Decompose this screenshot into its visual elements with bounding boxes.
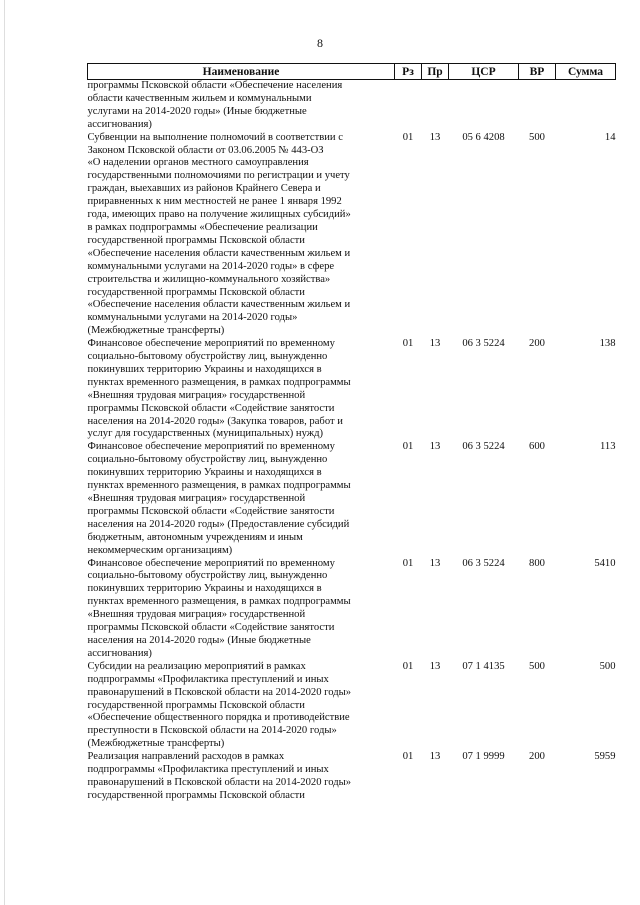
row-sum: 113 <box>600 441 616 453</box>
table-row <box>88 751 616 803</box>
row-csr: 06 3 5224 <box>462 441 505 453</box>
row-rz: 01 <box>402 131 414 143</box>
row-vr: 500 <box>529 131 545 143</box>
row-sum: 14 <box>604 131 616 143</box>
row-sum: 5959 <box>594 751 616 763</box>
row-rz: 01 <box>402 338 414 350</box>
row-vr: 200 <box>529 751 545 763</box>
row-pr <box>422 80 449 132</box>
row-csr: 07 1 4135 <box>462 660 505 672</box>
row-name: программы Псковской области «Обеспечение населения области качественным жильем и коммунальными услугами на 2014-2020 годы» (Иные бюджетные ассигнования) <box>87 80 343 130</box>
row-name: Финансовое обеспечение мероприятий по временному социально-бытовому обустройству лиц, вынужденно покинувших территорию Украины и находящихся в пунктах временного размещения, в рамках подпрограммы «Внешняя трудовая миграция» государственной программы Псковской области «Содействие занятости населения на 2014-2020 годы» (Иные бюджетные ассигнования) <box>87 557 351 659</box>
row-rz: 01 <box>402 751 414 763</box>
header-vr: ВР <box>519 64 556 80</box>
budget-table <box>87 63 616 803</box>
header-csr: ЦСР <box>449 64 519 80</box>
row-pr: 13 <box>429 751 441 763</box>
row-sum: 138 <box>599 338 616 350</box>
row-name: Реализация направлений расходов в рамках подпрограммы «Профилактика преступлений и иных правонарушений в Псковской области на 2014-2020 годы» государственной программы Псковской области <box>87 751 352 801</box>
row-sum: 5410 <box>594 557 616 569</box>
row-rz: 01 <box>402 557 414 569</box>
row-rz <box>395 80 422 132</box>
header-sum: Сумма <box>556 64 616 80</box>
page-number: 8 <box>317 36 323 50</box>
row-rz: 01 <box>402 441 414 453</box>
row-rz: 01 <box>402 660 414 672</box>
row-name: Финансовое обеспечение мероприятий по временному социально-бытовому обустройству лиц, вынужденно покинувших территорию Украины и находящихся в пунктах временного размещения, в рамках подпрограммы «Внешняя трудовая миграция» государственной программы Псковской области «Содействие занятости населения на 2014-2020 годы» (Предоставление субсидий бюджетным, автономным учреждениям и иным некоммерческим организациям) <box>87 441 351 556</box>
table-row <box>88 441 616 557</box>
row-sum <box>556 80 616 132</box>
row-csr <box>449 80 519 132</box>
table-row <box>88 132 616 339</box>
row-name: Субсидии на реализацию мероприятий в рамках подпрограммы «Профилактика преступлений и иных правонарушений в Псковской области на 2014-2020 годы» государственной программы Псковской области «Обеспечение общественного порядка и противодействие преступности в Псковской области на 2014-2020 годы» (Межбюджетные трансферты) <box>87 660 352 750</box>
row-csr: 06 3 5224 <box>462 338 505 350</box>
table-row <box>88 558 616 661</box>
row-name: Финансовое обеспечение мероприятий по временному социально-бытовому обустройству лиц, вынужденно покинувших территорию Украины и находящихся в пунктах временного размещения, в рамках подпрограммы «Внешняя трудовая миграция» государственной программы Псковской области «Содействие занятости населения на 2014-2020 годы» (Закупка товаров, работ и услуг для государственных (муниципальных) нужд) <box>87 338 351 440</box>
row-pr: 13 <box>429 131 441 143</box>
header-rz: Рз <box>395 64 422 80</box>
table-row <box>88 661 616 751</box>
row-name: Субвенции на выполнение полномочий в соответствии с Законом Псковской области от 03.06.2005 № 443-ОЗ «О наделении органов местного самоуправления государственными полномочиями по регистрации и учету граждан, выехавших из районов Крайнего Севера и приравненных к ним местностей не ранее 1 января 1992 года, имеющих право на получение жилищных субсидий» в рамках подпрограммы «Обеспечение реализации государственной программы Псковской области «Обеспечение населения области качественным жильем и коммунальными услугами на 2014-2020 годы» в сфере строительства и жилищно-коммунального хозяйства» государственной программы Псковской области «Обеспечение населения области качественным жильем и коммунальными услугами на 2014-2020 годы» (Межбюджетные трансферты) <box>87 131 351 337</box>
row-csr: 05 6 4208 <box>462 131 505 143</box>
row-pr: 13 <box>429 557 441 569</box>
table-row <box>88 338 616 441</box>
scan-edge <box>4 0 5 905</box>
row-vr: 500 <box>529 660 545 672</box>
row-vr: 200 <box>529 338 545 350</box>
row-pr: 13 <box>429 660 441 672</box>
row-vr <box>519 80 556 132</box>
table-header-row <box>88 64 616 80</box>
row-pr: 13 <box>429 338 441 350</box>
row-vr: 600 <box>529 441 545 453</box>
row-sum: 500 <box>599 660 616 672</box>
row-pr: 13 <box>429 441 441 453</box>
row-vr: 800 <box>529 557 545 569</box>
header-pr: Пр <box>422 64 449 80</box>
header-name: Наименование <box>88 64 395 80</box>
row-csr: 06 3 5224 <box>462 557 505 569</box>
row-csr: 07 1 9999 <box>462 751 505 763</box>
table-row <box>88 80 616 132</box>
